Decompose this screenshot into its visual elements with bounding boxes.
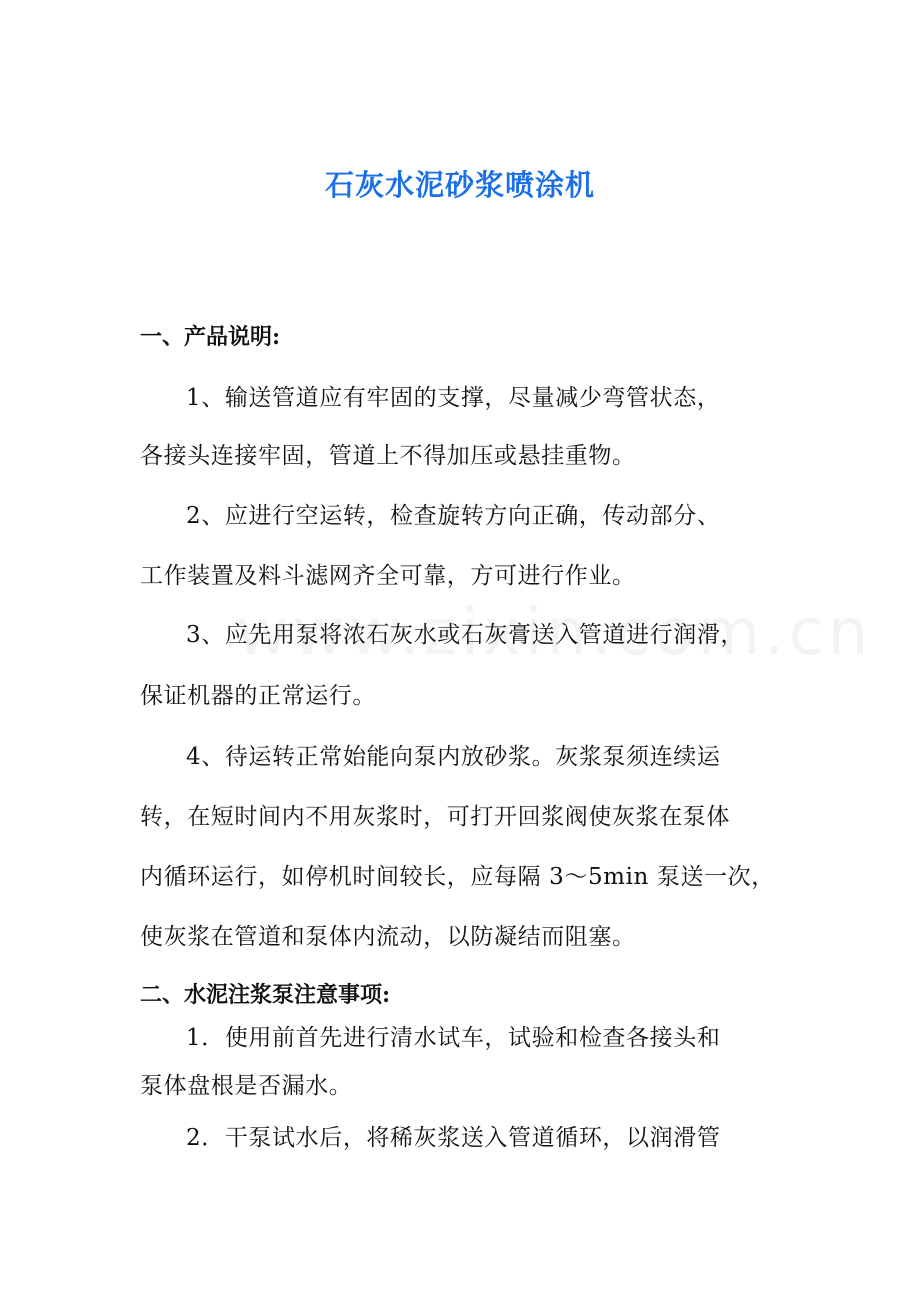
section1-line: 保证机器的正常运行。: [140, 683, 376, 709]
section1-line: 工作装置及料斗滤网齐全可靠，方可进行作业。: [140, 563, 636, 589]
section1-line: 使灰浆在管道和泵体内流动，以防凝结而阻塞。: [140, 924, 636, 950]
section2-heading: 二、水泥注浆泵注意事项:: [140, 982, 391, 1008]
section2-line: 2．干泵试水后，将稀灰浆送入管道循环，以润滑管: [186, 1125, 721, 1151]
section1-line: 1、输送管道应有牢固的支撑，尽量减少弯管状态，: [186, 385, 721, 411]
document-title: 石灰水泥砂浆喷涂机: [324, 168, 595, 202]
section1-line: 转，在短时间内不用灰浆时，可打开回浆阀使灰浆在泵体: [140, 804, 730, 830]
section2-line: 泵体盘根是否漏水。: [140, 1073, 353, 1099]
section1-line: 各接头连接牢固，管道上不得加压或悬挂重物。: [140, 443, 636, 469]
section1-line: 内循环运行，如停机时间较长，应每隔 3～5min 泵送一次，: [140, 864, 775, 890]
section1-heading: 一、产品说明:: [140, 324, 281, 350]
section2-line: 1．使用前首先进行清水试车，试验和检查各接头和: [186, 1025, 721, 1051]
section1-line: 4、待运转正常始能向泵内放砂浆。灰浆泵须连续运: [186, 744, 721, 770]
section1-line: 3、应先用泵将浓石灰水或石灰膏送入管道进行润滑，: [186, 622, 745, 648]
section1-line: 2、应进行空运转，检查旋转方向正确，传动部分、: [186, 503, 721, 529]
